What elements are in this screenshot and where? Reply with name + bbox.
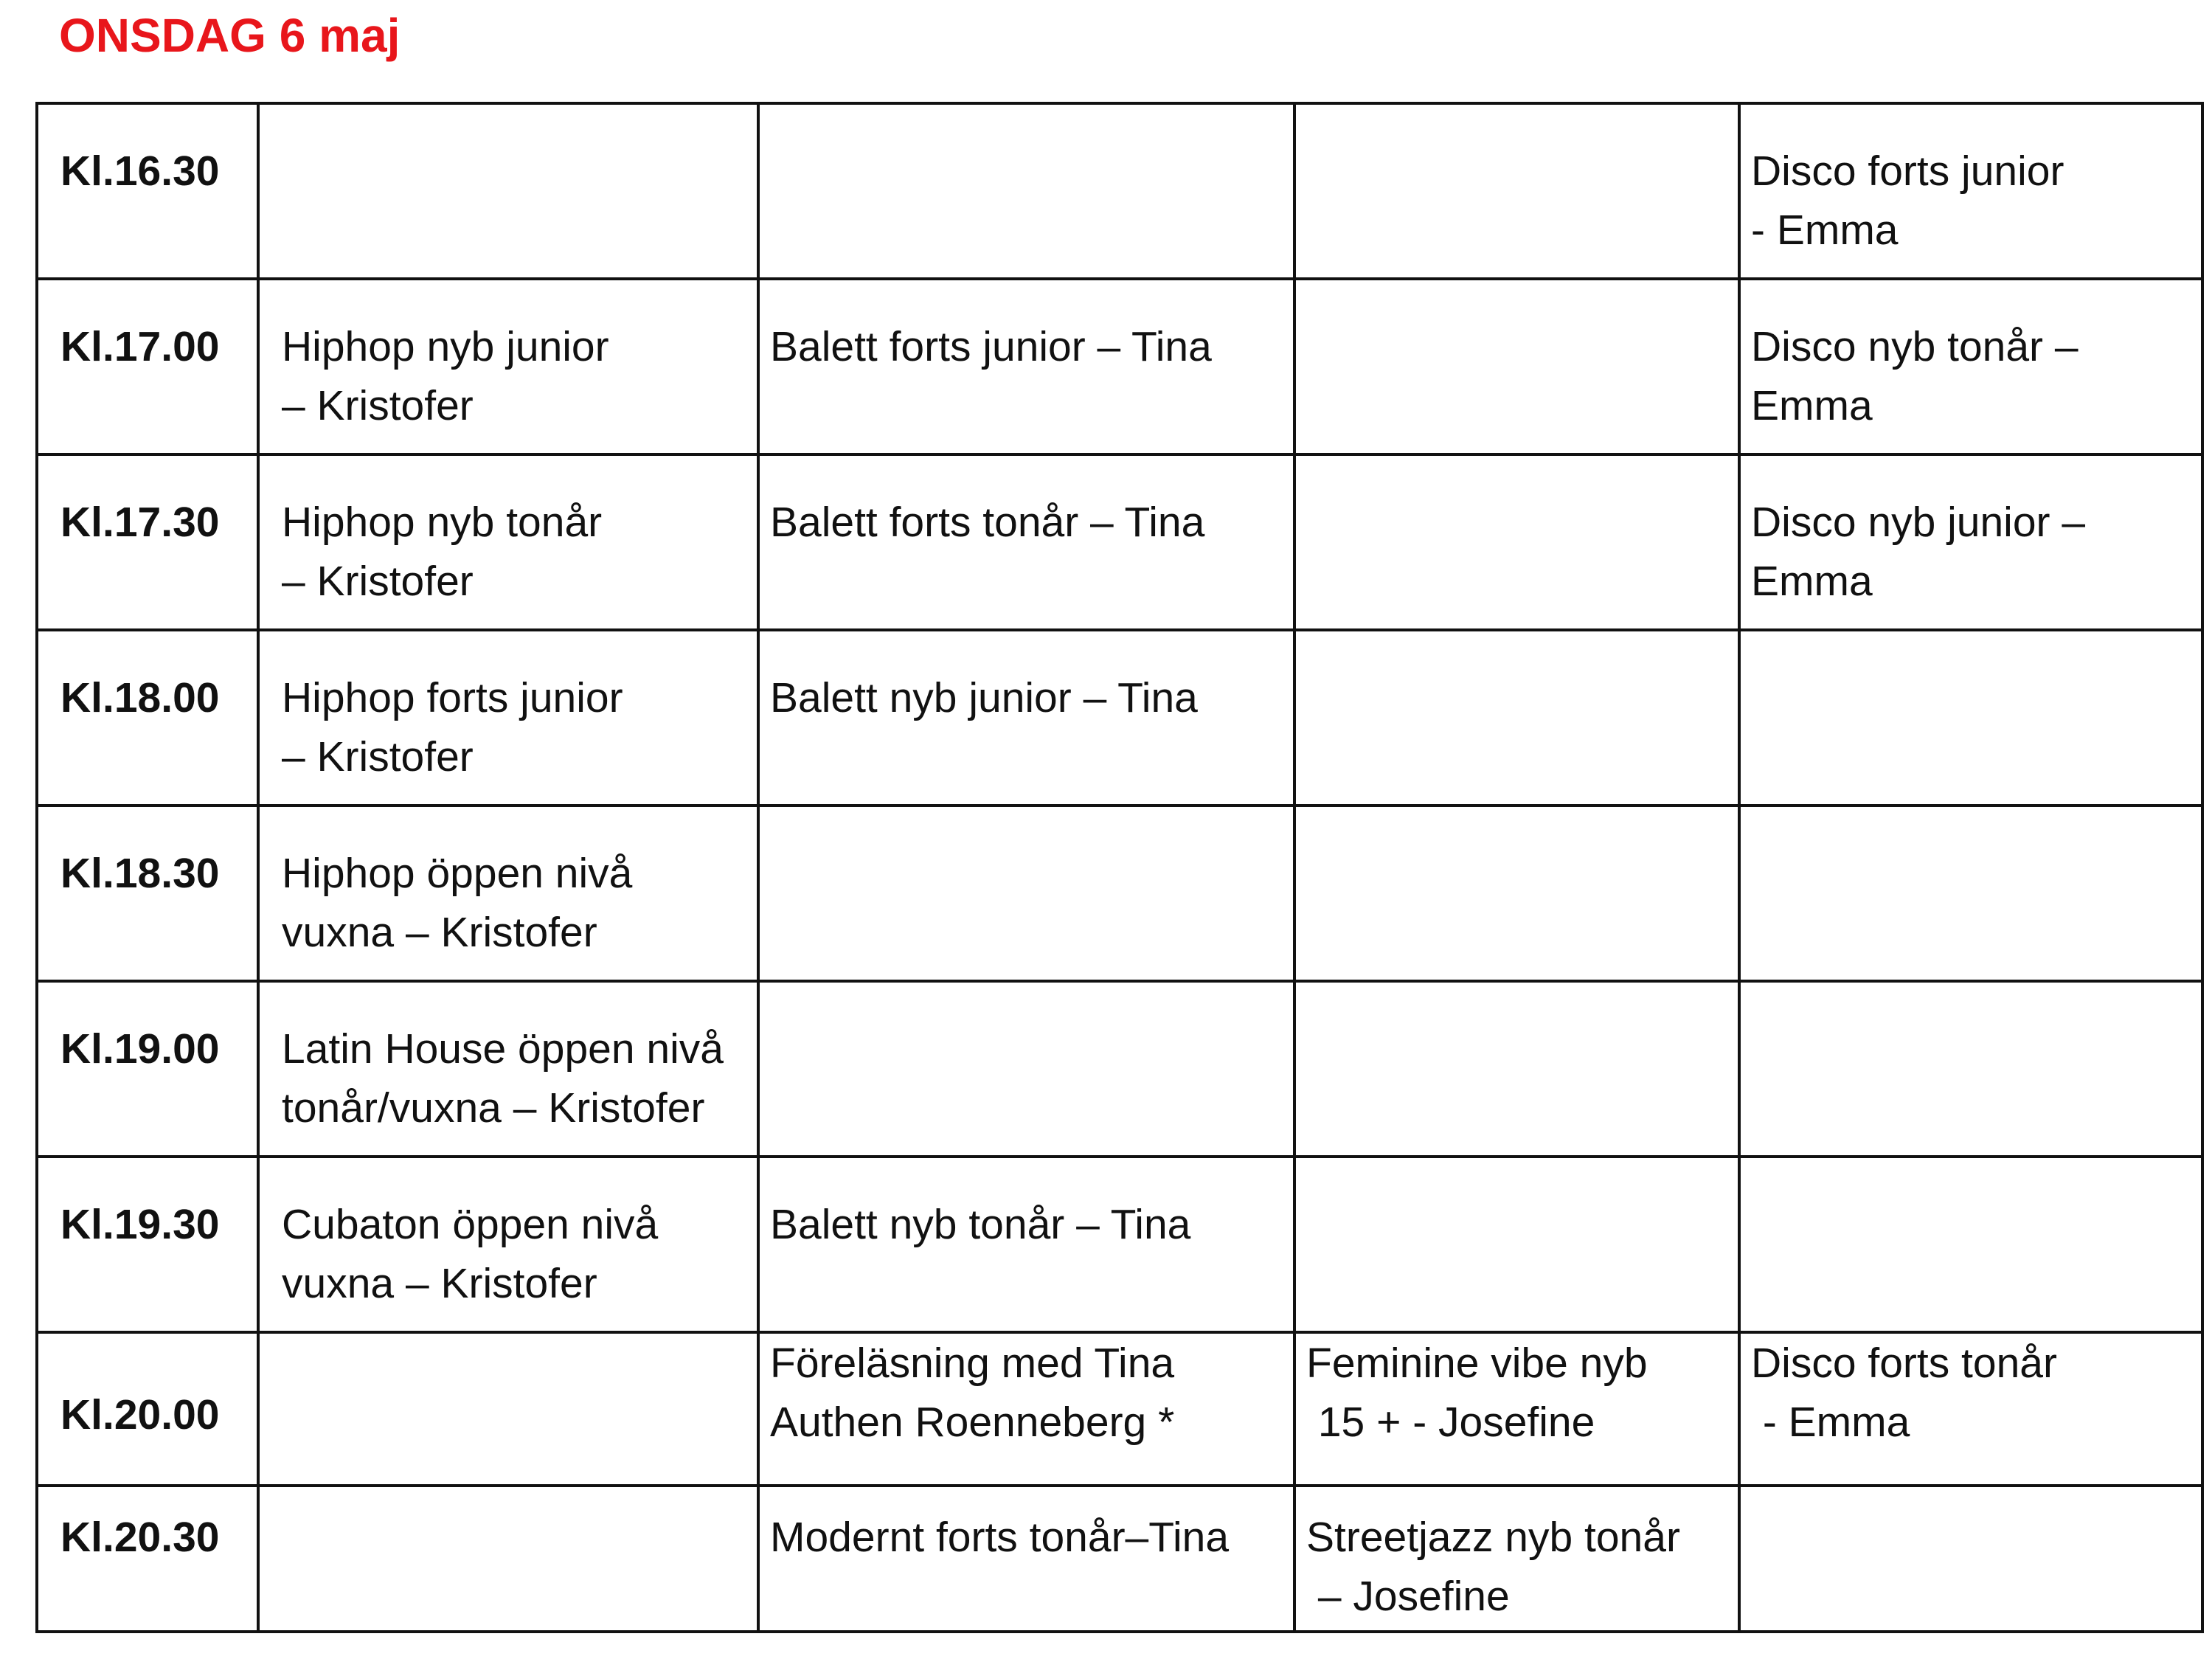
time-cell: Kl.20.30	[37, 1486, 258, 1632]
schedule-cell	[1739, 1157, 2202, 1332]
schedule-cell	[1739, 1332, 2202, 1486]
page-title: ONSDAG 6 maj	[59, 9, 401, 62]
class-entry-line: – Kristofer	[282, 558, 474, 605]
schedule-cell	[1294, 1486, 1739, 1632]
class-entry-line: Hiphop nyb junior	[282, 323, 609, 370]
time-cell: Kl.18.00	[37, 630, 258, 806]
class-entry-line: – Kristofer	[282, 733, 474, 780]
schedule-cell	[1739, 454, 2202, 630]
schedule-cell	[758, 279, 1294, 454]
class-entry-line: Disco forts junior	[1751, 148, 2064, 195]
schedule-cell	[758, 630, 1294, 806]
class-entry-line: Latin House öppen nivå	[282, 1025, 724, 1073]
schedule-table	[35, 102, 2204, 1633]
schedule-cell	[258, 1486, 758, 1632]
table-row	[37, 630, 2202, 806]
class-entry-line: 15 + - Josefine	[1306, 1399, 1595, 1446]
schedule-cell	[258, 279, 758, 454]
time-cell: Kl.16.30	[37, 103, 258, 279]
schedule-cell	[1739, 1486, 2202, 1632]
class-entry-line: Föreläsning med Tina	[770, 1340, 1175, 1387]
schedule-cell	[258, 806, 758, 981]
schedule-cell	[758, 103, 1294, 279]
class-entry-line: Disco nyb junior –	[1751, 499, 2086, 546]
schedule-cell	[758, 1157, 1294, 1332]
schedule-cell	[758, 981, 1294, 1157]
class-entry-line: Feminine vibe nyb	[1306, 1340, 1648, 1387]
schedule-cell	[758, 1332, 1294, 1486]
schedule-cell	[1739, 103, 2202, 279]
class-entry-line: Hiphop nyb tonår	[282, 499, 603, 546]
table-row	[37, 981, 2202, 1157]
class-entry-line: Balett nyb junior – Tina	[770, 674, 1198, 721]
schedule-cell	[1294, 981, 1739, 1157]
class-entry-line: Streetjazz nyb tonår	[1306, 1514, 1680, 1561]
schedule-cell	[258, 630, 758, 806]
schedule-cell	[1739, 806, 2202, 981]
class-entry-line: vuxna – Kristofer	[282, 1260, 597, 1307]
class-entry-line: Authen Roenneberg *	[770, 1399, 1175, 1446]
schedule-cell	[1294, 454, 1739, 630]
schedule-cell	[1294, 630, 1739, 806]
table-row	[37, 279, 2202, 454]
class-entry-line: Modernt forts tonår–Tina	[770, 1514, 1230, 1561]
class-entry-line: – Kristofer	[282, 382, 474, 429]
class-entry-line: Emma	[1751, 558, 1873, 605]
class-entry-line: tonår/vuxna – Kristofer	[282, 1084, 705, 1132]
time-cell: Kl.19.00	[37, 981, 258, 1157]
class-entry-line: - Emma	[1751, 207, 1899, 254]
class-entry-line: Emma	[1751, 382, 1873, 429]
class-entry-line: Balett forts junior – Tina	[770, 323, 1212, 370]
schedule-cell	[1739, 630, 2202, 806]
schedule-cell	[1294, 1157, 1739, 1332]
class-entry-line: Disco nyb tonår –	[1751, 323, 2078, 370]
class-entry-line: Disco forts tonår	[1751, 1340, 2057, 1387]
schedule-cell	[1739, 279, 2202, 454]
schedule-cell	[258, 981, 758, 1157]
class-entry-line: – Josefine	[1306, 1573, 1510, 1620]
schedule-cell	[258, 1157, 758, 1332]
class-entry-line: vuxna – Kristofer	[282, 909, 597, 956]
time-cell: Kl.20.00	[37, 1332, 258, 1486]
time-cell: Kl.19.30	[37, 1157, 258, 1332]
schedule-cell	[258, 1332, 758, 1486]
table-row	[37, 1486, 2202, 1632]
class-entry-line: Hiphop öppen nivå	[282, 850, 633, 897]
table-row	[37, 103, 2202, 279]
schedule-cell	[1739, 981, 2202, 1157]
schedule-cell	[758, 1486, 1294, 1632]
schedule-cell	[1294, 103, 1739, 279]
class-entry-line: Balett nyb tonår – Tina	[770, 1201, 1191, 1248]
schedule-cell	[758, 454, 1294, 630]
table-row	[37, 1332, 2202, 1486]
table-row	[37, 806, 2202, 981]
time-cell: Kl.17.00	[37, 279, 258, 454]
table-row	[37, 1157, 2202, 1332]
class-entry-line: - Emma	[1751, 1399, 1910, 1446]
schedule-cell	[258, 454, 758, 630]
table-row	[37, 454, 2202, 630]
class-entry-line: Cubaton öppen nivå	[282, 1201, 659, 1248]
schedule-cell	[758, 806, 1294, 981]
schedule-cell	[1294, 279, 1739, 454]
time-cell: Kl.18.30	[37, 806, 258, 981]
schedule-cell	[258, 103, 758, 279]
class-entry-line: Balett forts tonår – Tina	[770, 499, 1205, 546]
time-cell: Kl.17.30	[37, 454, 258, 630]
schedule-cell	[1294, 806, 1739, 981]
schedule-cell	[1294, 1332, 1739, 1486]
class-entry-line: Hiphop forts junior	[282, 674, 623, 721]
